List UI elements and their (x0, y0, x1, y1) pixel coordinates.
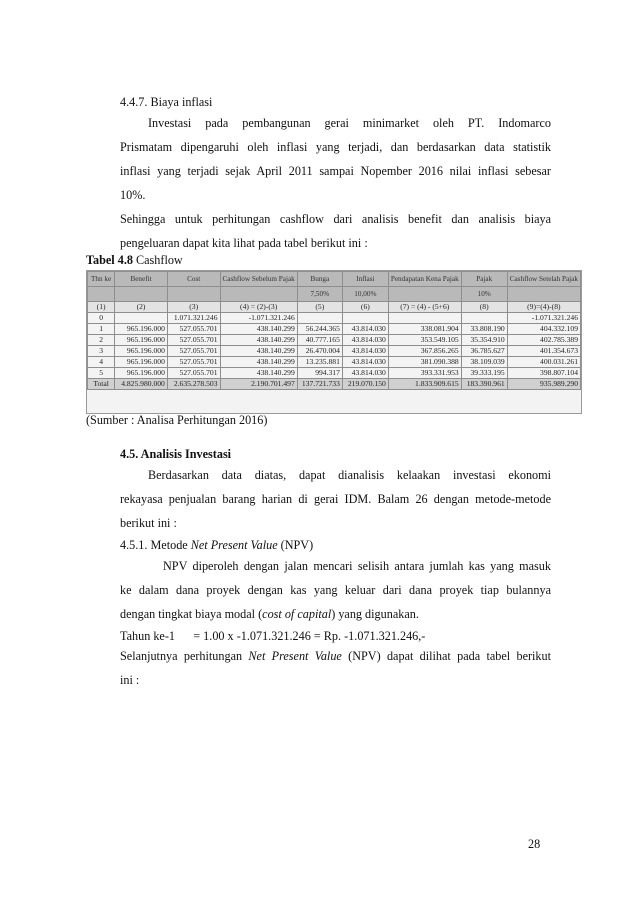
header-cell: Thn ke (88, 272, 115, 287)
heading-prefix: 4.5.1. Metode (120, 538, 191, 552)
text-run: dengan tingkat biaya modal ( (120, 607, 263, 621)
table-cell: 3 (88, 346, 115, 357)
table-cell: 353.549.105 (388, 335, 461, 346)
table-cell: 56.244.365 (297, 324, 342, 335)
table-cell: 35.354.910 (461, 335, 507, 346)
table-cell: 36.785.627 (461, 346, 507, 357)
table-cell: -1.071.321.246 (507, 313, 580, 324)
header-cell: Pendapatan Kena Pajak (388, 272, 461, 287)
table-cell: 43.814.030 (342, 346, 388, 357)
table-cell: 2.190.701.497 (220, 379, 297, 390)
table-cell: 400.031.261 (507, 357, 580, 368)
table-cell: 367.856.265 (388, 346, 461, 357)
cashflow-table (87, 271, 581, 390)
rate-cell: 10,00% (342, 287, 388, 302)
npv-formula: Tahun ke-1 = 1.00 x -1.071.321.246 = Rp. -1.071.321.246,- (120, 629, 426, 643)
table-cell: 527.055.701 (167, 368, 220, 379)
paragraph-line: NPV diperoleh dengan jalan mencari selisih antara jumlah kas yang masuk (163, 559, 551, 573)
rate-cell (167, 287, 220, 302)
table-cell: 1.833.909.615 (388, 379, 461, 390)
table-cell (342, 313, 388, 324)
rate-cell (388, 287, 461, 302)
table-cell: 137.721.733 (297, 379, 342, 390)
table-caption-label: Tabel 4.8 (86, 253, 133, 267)
table-cell: 4.825.980.000 (115, 379, 168, 390)
table-cell: 965.196.000 (115, 368, 168, 379)
table-cell (461, 313, 507, 324)
table-cell: 965.196.000 (115, 335, 168, 346)
paragraph-line: ke dalam dana proyek dengan kas yang keluar dari dana proyek tiap bulannya (120, 583, 551, 597)
paragraph-line (120, 648, 551, 664)
table-rate-row (88, 287, 581, 302)
table-cell: 1.071.321.246 (167, 313, 220, 324)
table-cell: 183.390.961 (461, 379, 507, 390)
table-cell: 33.808.190 (461, 324, 507, 335)
section-heading-biaya-inflasi: 4.4.7. Biaya inflasi (120, 95, 213, 109)
table-cell: 527.055.701 (167, 324, 220, 335)
table-cell: 994.317 (297, 368, 342, 379)
header-cell: Bunga (297, 272, 342, 287)
table-row (88, 324, 581, 335)
table-source: (Sumber : Analisa Perhitungan 2016) (86, 413, 268, 427)
paragraph-line: 10%. (120, 188, 146, 202)
table-cell: 438.140.299 (220, 368, 297, 379)
header-cell: Cashflow Setelah Pajak (507, 272, 580, 287)
table-cell: 402.785.389 (507, 335, 580, 346)
header-cell: Inflasi (342, 272, 388, 287)
table-cell: -1.071.321.246 (220, 313, 297, 324)
table-cell: 398.807.104 (507, 368, 580, 379)
table-cell: 404.332.109 (507, 324, 580, 335)
table-cell: 401.354.673 (507, 346, 580, 357)
code-cell: (6) (342, 302, 388, 313)
code-cell: (2) (115, 302, 168, 313)
paragraph-line: Investasi pada pembangunan gerai minimarket oleh PT. Indomarco (148, 116, 551, 130)
paragraph-line: pengeluaran dapat kita lihat pada tabel berikut ini : (120, 236, 368, 250)
section-heading-analisis-investasi: 4.5. Analisis Investasi (120, 447, 232, 461)
table-cell: 393.331.953 (388, 368, 461, 379)
table-cell: 527.055.701 (167, 346, 220, 357)
header-cell: Cashflow Sebelum Pajak (220, 272, 297, 287)
table-cell: 965.196.000 (115, 346, 168, 357)
table-code-row (88, 302, 581, 313)
table-cell: 13.235.881 (297, 357, 342, 368)
paragraph-line: Berdasarkan data diatas, dapat dianalisis kelaakan investasi ekonomi (148, 468, 551, 482)
page-number: 28 (528, 837, 541, 851)
code-cell: (8) (461, 302, 507, 313)
table-cell (297, 313, 342, 324)
table-cell: 527.055.701 (167, 335, 220, 346)
table-cell: 438.140.299 (220, 324, 297, 335)
table-cell: 1 (88, 324, 115, 335)
paragraph-line: ini : (120, 673, 140, 687)
paragraph-line: Sehingga untuk perhitungan cashflow dari analisis benefit dan analisis biaya (120, 212, 551, 226)
table-cell: 438.140.299 (220, 346, 297, 357)
cashflow-table-image (86, 270, 582, 414)
table-cell: 5 (88, 368, 115, 379)
heading-italic: Net Present Value (190, 538, 278, 552)
header-cell: Benefit (115, 272, 168, 287)
table-header-row (88, 272, 581, 287)
table-cell: 965.196.000 (115, 357, 168, 368)
rate-cell: 10% (461, 287, 507, 302)
table-cell: 2.635.278.503 (167, 379, 220, 390)
rate-cell (115, 287, 168, 302)
text-run-italic: cost of capital (262, 607, 332, 621)
rate-cell (507, 287, 580, 302)
code-cell: (7) = (4) - (5+6) (388, 302, 461, 313)
table-row (88, 335, 581, 346)
table-cell: 40.777.165 (297, 335, 342, 346)
table-cell: 43.814.030 (342, 335, 388, 346)
table-row (88, 368, 581, 379)
heading-suffix: (NPV) (277, 538, 314, 552)
table-total-row (88, 379, 581, 390)
table-cell: 381.090.388 (388, 357, 461, 368)
code-cell: (5) (297, 302, 342, 313)
table-cell: 219.070.150 (342, 379, 388, 390)
rate-cell (88, 287, 115, 302)
table-cell: 4 (88, 357, 115, 368)
table-caption-title: Cashflow (132, 253, 183, 267)
code-cell: (4) = (2)-(3) (220, 302, 297, 313)
rate-cell (220, 287, 297, 302)
table-row (88, 313, 581, 324)
paragraph-line: Prismatam dipengaruhi oleh inflasi yang terjadi, dan berdasarkan data statistik (120, 140, 551, 154)
table-cell: 0 (88, 313, 115, 324)
header-cell: Pajak (461, 272, 507, 287)
table-row (88, 357, 581, 368)
code-cell: (9)=(4)-(8) (507, 302, 580, 313)
paragraph-line: rekayasa penjualan barang harian di gerai IDM. Balam 26 dengan metode-metode (120, 492, 551, 506)
table-cell: 26.470.004 (297, 346, 342, 357)
paragraph-line (120, 606, 419, 622)
table-cell: 38.109.039 (461, 357, 507, 368)
paragraph-line: berikut ini : (120, 516, 177, 530)
table-cell: 43.814.030 (342, 357, 388, 368)
text-run: (NPV) dapat dilihat pada tabel berikut (341, 649, 551, 663)
header-cell: Cost (167, 272, 220, 287)
table-cell: 39.333.195 (461, 368, 507, 379)
text-run-italic: Net Present Value (248, 649, 342, 663)
table-cell: 965.196.000 (115, 324, 168, 335)
table-row (88, 346, 581, 357)
paragraph-line: inflasi yang terjadi sejak April 2011 sampai Nopember 2016 nilai inflasi sebesar (120, 164, 551, 178)
table-cell: Total (88, 379, 115, 390)
table-cell: 43.814.030 (342, 368, 388, 379)
code-cell: (1) (88, 302, 115, 313)
table-cell: 2 (88, 335, 115, 346)
table-cell (388, 313, 461, 324)
table-cell: 43.814.030 (342, 324, 388, 335)
text-run: ) yang digunakan. (331, 607, 419, 621)
text-run: Selanjutnya perhitungan (120, 649, 249, 663)
section-heading-npv (120, 537, 313, 553)
table-cell: 935.989.290 (507, 379, 580, 390)
table-cell (115, 313, 168, 324)
table-cell: 438.140.299 (220, 335, 297, 346)
table-body (88, 313, 581, 390)
table-cell: 527.055.701 (167, 357, 220, 368)
table-cell: 438.140.299 (220, 357, 297, 368)
table-caption (86, 252, 183, 268)
rate-cell: 7,50% (297, 287, 342, 302)
table-cell: 338.081.904 (388, 324, 461, 335)
code-cell: (3) (167, 302, 220, 313)
